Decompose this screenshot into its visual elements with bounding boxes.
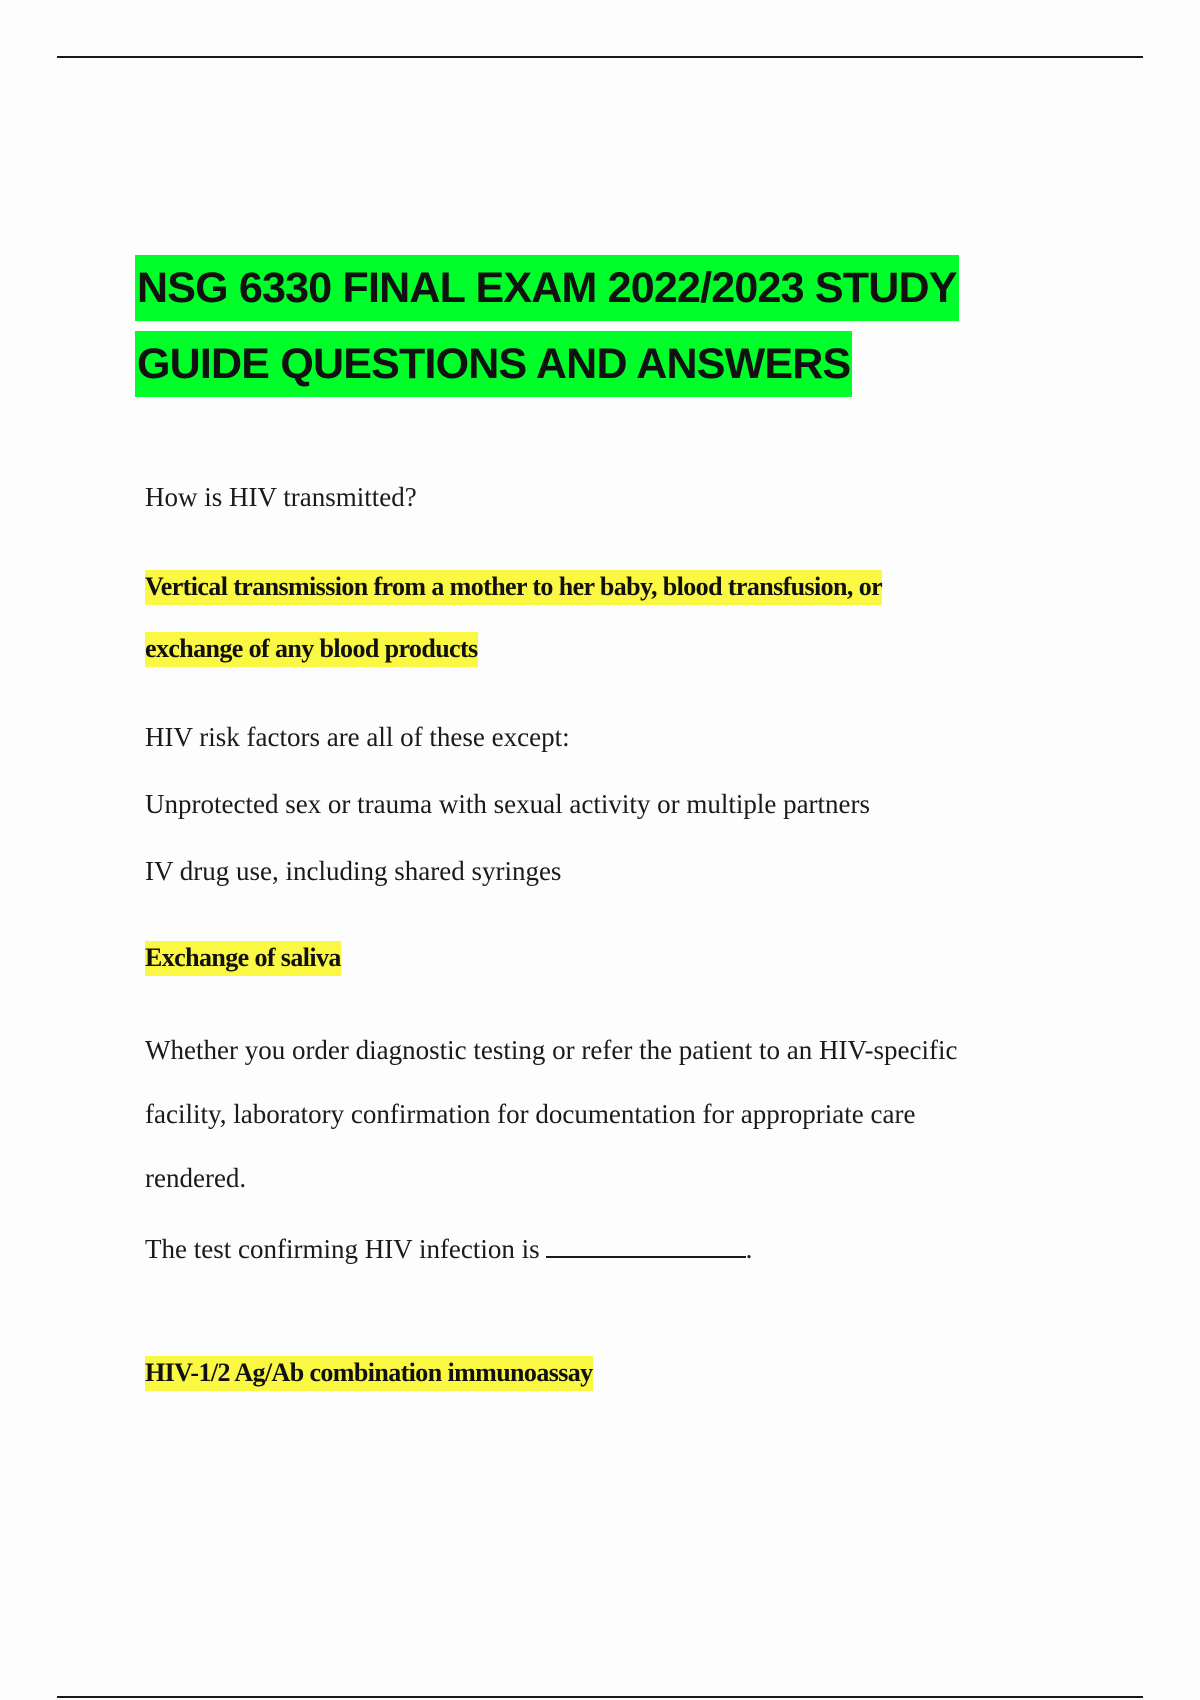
question-3-line-1: Whether you order diagnostic testing or refer the patient to an HIV-specific (145, 1035, 958, 1065)
question-3-prompt-end: . (745, 1234, 753, 1264)
answer-blank (546, 1230, 746, 1258)
question-2-option-2: IV drug use, including shared syringes (145, 856, 562, 886)
question-1: How is HIV transmitted? (145, 482, 417, 512)
question-2-intro: HIV risk factors are all of these except: (145, 722, 570, 752)
answer-2-text: Exchange of saliva (145, 941, 341, 976)
answer-1-line-2: exchange of any blood products (145, 632, 478, 667)
answer-1-line-1: Vertical transmission from a mother to her baby, blood transfusion, or (145, 570, 882, 605)
question-3-line-2: facility, laboratory confirmation for documentation for appropriate care (145, 1099, 916, 1129)
question-3 (145, 1018, 1075, 1210)
title-line-1: NSG 6330 FINAL EXAM 2022/2023 STUDY (135, 255, 959, 321)
bottom-rule (57, 1696, 1143, 1698)
question-2-option-1: Unprotected sex or trauma with sexual activity or multiple partners (145, 789, 871, 819)
answer-3-text: HIV-1/2 Ag/Ab combination immunoassay (145, 1356, 593, 1391)
answer-2 (145, 943, 341, 973)
top-rule (57, 56, 1143, 58)
question-3-line-3: rendered. (145, 1163, 247, 1193)
document-title (135, 252, 1075, 404)
answer-1 (145, 556, 1045, 680)
question-3-prompt-text: The test confirming HIV infection is (145, 1234, 540, 1264)
title-line-2: GUIDE QUESTIONS AND ANSWERS (135, 331, 852, 397)
answer-3 (145, 1358, 593, 1388)
question-3-prompt (145, 1230, 752, 1265)
